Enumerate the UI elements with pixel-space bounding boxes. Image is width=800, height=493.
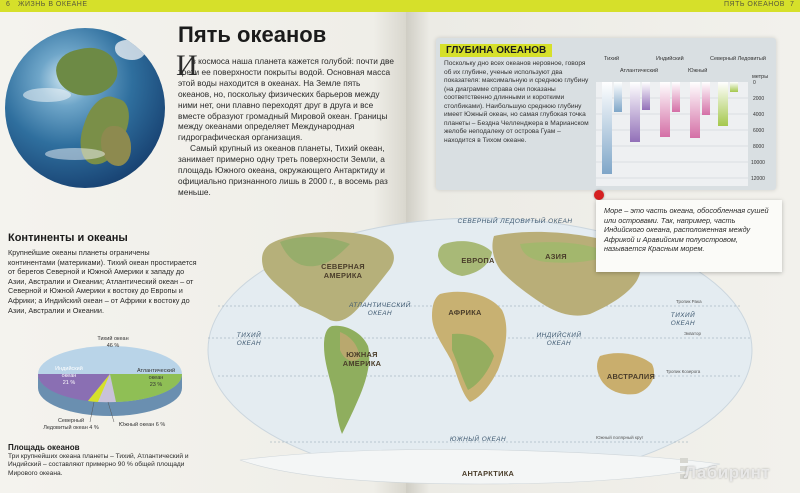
page-title: Пять океанов: [178, 22, 327, 47]
bar-arctic-max: [718, 82, 728, 126]
label-africa: АФРИКА: [448, 308, 482, 317]
right-page-number: 7: [790, 1, 794, 8]
intro-paragraph-1: з космоса наша планета кажется голубой: почти две трети ее поверхности покрыты водой. Основная масса этой воды находится в океанах. На Земле пять океанов, но, поскольку физических барьеров между ними нет, они плавно переходят друг в друга и все вместе образуют громадный Мировой океан. Границы между океанами определяет Международная гидрографическая организация.: [178, 56, 394, 143]
label-indian-ocean: ИНДИЙСКИЙ ОКЕАН: [536, 332, 582, 347]
bar-indian-max: [660, 82, 670, 137]
label-equator: Экватор: [684, 331, 701, 336]
label-pacific-ocean-west: ТИХИЙ ОКЕАН: [236, 332, 262, 347]
pushpin-icon: [594, 190, 604, 200]
label-asia: АЗИЯ: [545, 252, 567, 261]
label-antarctic-circle: Южный полярный круг: [596, 435, 644, 440]
depth-tick: 12000: [751, 176, 765, 182]
label-south-america: ЮЖНАЯ АМЕРИКА: [342, 350, 382, 368]
pie-label-southern: Южный океан 6 %: [118, 422, 166, 428]
depth-info-box: [436, 38, 776, 190]
label-tropic-cancer: Тропик Рака: [676, 299, 702, 304]
pie-label-arctic: Северный Ледовитый океан 4 %: [43, 418, 99, 431]
section-title-continents: Континенты и океаны: [8, 232, 128, 244]
intro-paragraph-2: Самый крупный из океанов планеты, Тихий океан, занимает примерно одну треть поверхности Земли, а площадь Южного океана, окружающего Антарктиду и официально признанного лишь в 2000 г., в восемь раз меньше.: [178, 143, 388, 197]
depth-label-atlantic: Атлантический: [620, 68, 659, 74]
drop-cap: И: [176, 49, 198, 82]
bar-indian-avg: [672, 82, 680, 112]
label-southern-ocean: ЮЖНЫЙ ОКЕАН: [449, 436, 507, 443]
depth-tick: 2000: [753, 96, 765, 102]
label-atlantic-ocean: АТЛАНТИЧЕСКИЙ ОКЕАН: [349, 302, 411, 317]
labirint-watermark: Лабиринт: [684, 463, 771, 482]
depth-tick: 4000: [753, 112, 765, 118]
depth-label-southern: Южный: [688, 68, 708, 74]
continents-text: Крупнейшие океаны планеты ограничены континентами (материками). Тихий океан простирается от берегов Северной и Южной Америки к западу до Азии, Австралии и Океании; Атлантический океан – от Северной и Южной Америки к востоку до Европы и Африки; а Индийский океан – от Африки к востоку до Азии, Австралии и Океании.: [8, 248, 197, 315]
label-north-america: СЕВЕРНАЯ АМЕРИКА: [321, 262, 365, 280]
bar-pacific-avg: [614, 82, 622, 112]
depth-tick: 6000: [753, 128, 765, 134]
depth-tick: 10000: [751, 160, 765, 166]
label-pacific-ocean-east: ТИХИЙ ОКЕАН: [670, 312, 696, 327]
depth-unit: метры: [752, 74, 769, 80]
bar-pacific-max: [602, 82, 612, 174]
label-australia: АВСТРАЛИЯ: [606, 372, 656, 381]
bar-southern-avg: [702, 82, 710, 115]
depth-box-title: ГЛУБИНА ОКЕАНОВ: [440, 44, 552, 57]
pie-label-pacific: Тихий океан 46 %: [97, 336, 129, 349]
label-arctic-ocean: СЕВЕРНЫЙ ЛЕДОВИТЫЙ ОКЕАН: [457, 218, 573, 225]
area-title: Площадь океанов: [8, 443, 80, 452]
depth-tick: 8000: [753, 144, 765, 150]
bar-atlantic-avg: [642, 82, 650, 110]
depth-tick: 0: [753, 80, 756, 86]
depth-box-text: Поскольку дно всех океанов неровное, говоря об их глубине, ученые используют два показателя: максимальную и среднюю глубину (на диаграмме справа они показаны соответственно длинными и короткими столбиками). Наибольшую среднюю глубину имеет Южный океан, но самая глубокая точка планеты – Бездна Челленджера в Марианском желобе неподалеку от острова Гуам – находится в Тихом океане.: [444, 60, 589, 144]
left-running-head: ЖИЗНЬ В ОКЕАНЕ: [18, 1, 88, 8]
bar-atlantic-max: [630, 82, 640, 142]
intro-text: [178, 56, 396, 198]
label-antarctica: АНТАРКТИКА: [461, 469, 515, 478]
depth-bar-chart: [596, 44, 774, 188]
left-page-number: 6: [6, 1, 10, 8]
label-tropic-capricorn: Тропик Козерога: [666, 369, 701, 374]
bar-southern-max: [690, 82, 700, 138]
depth-label-arctic: Северный Ледовитый: [710, 56, 766, 62]
label-europe: ЕВРОПА: [461, 256, 495, 265]
ocean-area-pie-chart: [28, 330, 198, 440]
sea-definition-note: Море – это часть океана, обособленная сушей или островами. Так, например, часть Индийского океана, расположенная между Африкой и Аравийским полуостровом, называется Красным морем.: [596, 200, 782, 272]
earth-globe-image: [5, 28, 165, 188]
pie-label-indian: Индийский океан 21 %: [55, 366, 83, 386]
pie-label-atlantic: Атлантический океан 23 %: [136, 368, 176, 388]
right-running-head: ПЯТЬ ОКЕАНОВ: [724, 1, 785, 8]
bar-arctic-avg: [730, 82, 738, 92]
area-text: Три крупнейших океана планеты – Тихий, Атлантический и Индийский – составляют примерно 90 % общей площади Мирового океана.: [8, 453, 189, 477]
depth-label-pacific: Тихий: [604, 56, 620, 62]
depth-label-indian: Индийский: [656, 56, 684, 62]
